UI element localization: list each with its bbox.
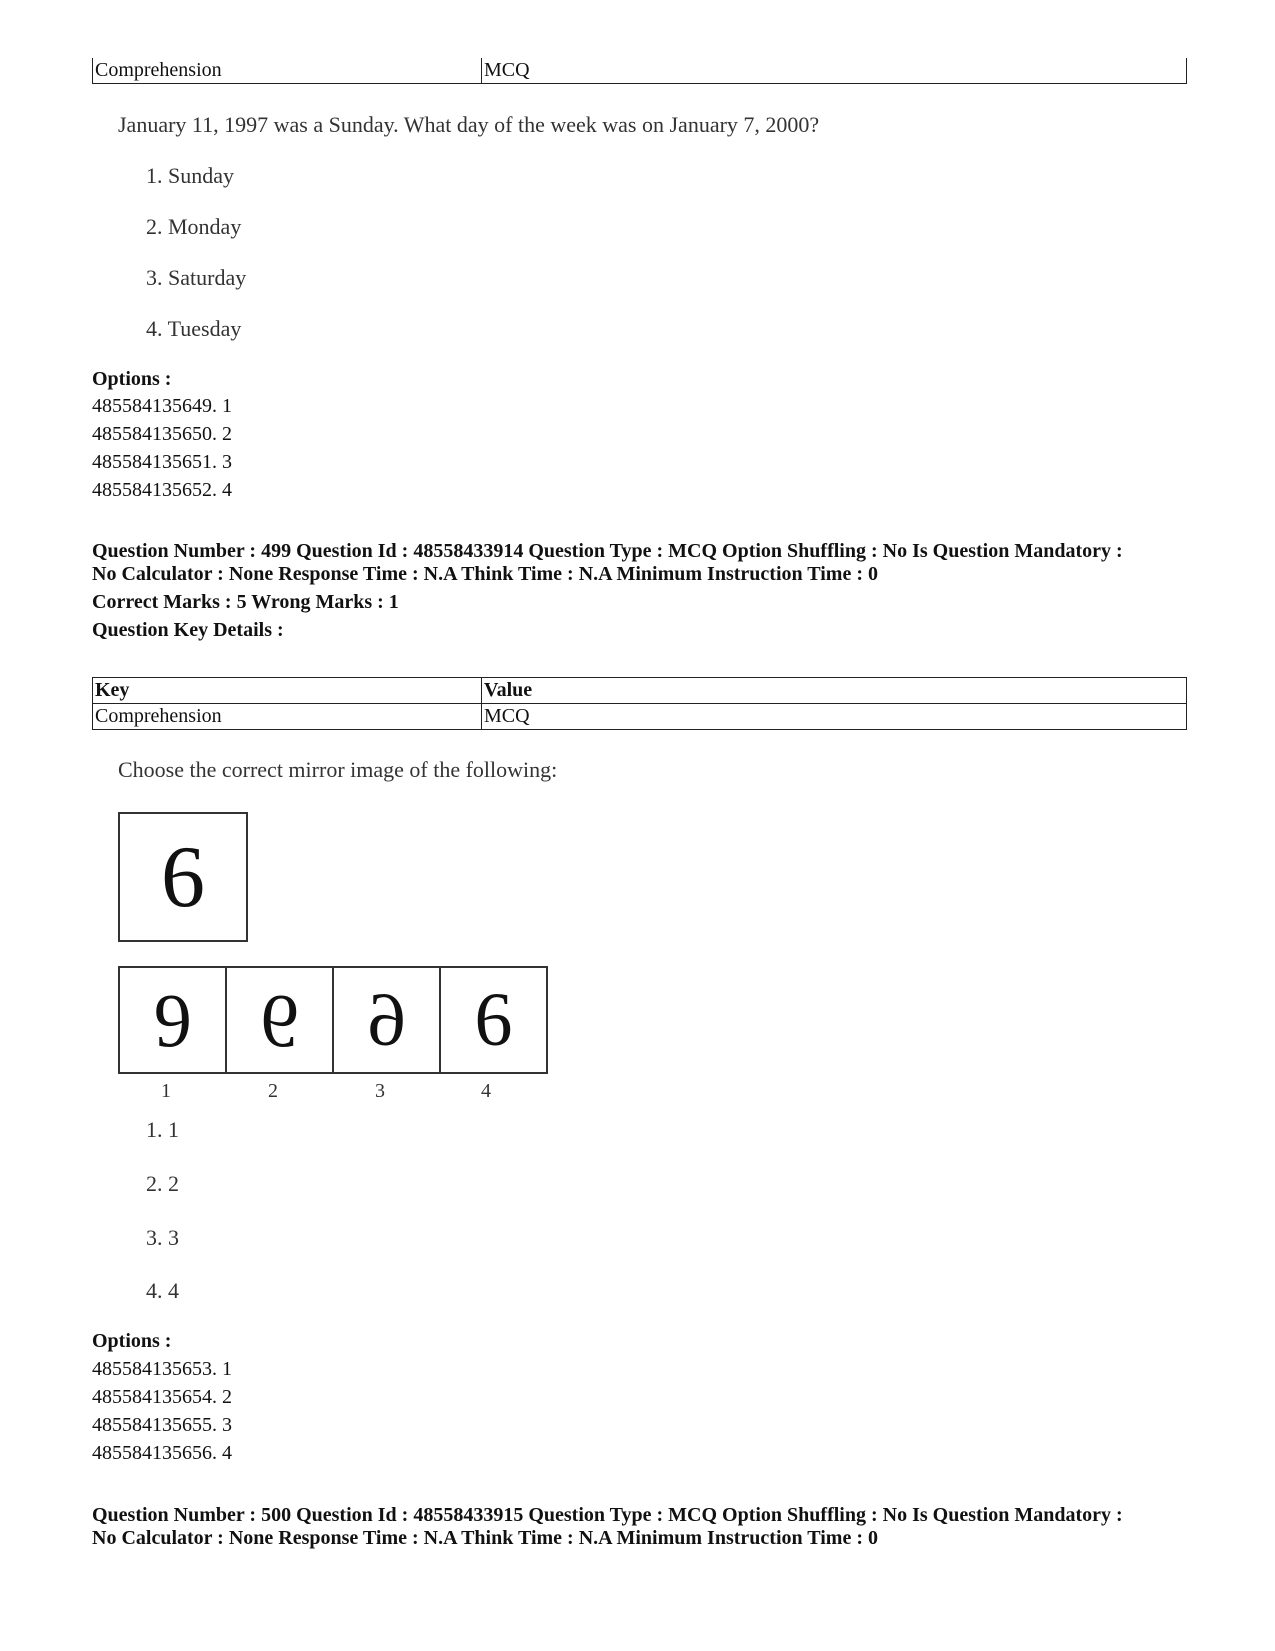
question-text: Choose the correct mirror image of the following: bbox=[118, 757, 558, 782]
option-id: 485584135653. 1 bbox=[92, 1358, 232, 1380]
value-cell: MCQ bbox=[482, 58, 1187, 84]
question-figure bbox=[118, 812, 248, 942]
answer-figure-3 bbox=[334, 968, 441, 1072]
choice-item: 3. Saturday bbox=[146, 265, 247, 290]
question-header: No Calculator : None Response Time : N.A Think Time : N.A Minimum Instruction Time : 0 bbox=[92, 1527, 878, 1549]
answer-glyph: 6 bbox=[367, 977, 406, 1062]
question-key-table-continued bbox=[92, 58, 1187, 84]
question-header: Question Number : 500 Question Id : 48558433915 Question Type : MCQ Option Shuffling : No Is Question Mandatory : bbox=[92, 1504, 1123, 1526]
choice-item: 3. 3 bbox=[146, 1225, 179, 1250]
table-row bbox=[93, 58, 1187, 84]
choice-item: 1. 1 bbox=[146, 1117, 179, 1142]
choice-item: 2. Monday bbox=[146, 214, 242, 239]
answer-figure-row bbox=[118, 966, 548, 1074]
answer-glyph: 6 bbox=[474, 977, 513, 1062]
question-key-table bbox=[92, 677, 1187, 730]
key-cell: Comprehension bbox=[93, 704, 482, 730]
figure-number: 4 bbox=[481, 1080, 491, 1102]
option-id: 485584135654. 2 bbox=[92, 1386, 232, 1408]
option-id: 485584135651. 3 bbox=[92, 451, 232, 473]
key-cell: Comprehension bbox=[93, 58, 482, 84]
question-text: January 11, 1997 was a Sunday. What day of the week was on January 7, 2000? bbox=[118, 112, 820, 137]
choice-item: 2. 2 bbox=[146, 1171, 179, 1196]
value-cell: MCQ bbox=[482, 704, 1187, 730]
figure-number: 1 bbox=[161, 1080, 171, 1102]
key-header: Key bbox=[93, 678, 482, 704]
answer-figure-1 bbox=[120, 968, 227, 1072]
question-header: Question Number : 499 Question Id : 48558433914 Question Type : MCQ Option Shuffling : No Is Question Mandatory : bbox=[92, 540, 1123, 562]
table-row bbox=[93, 704, 1187, 730]
choice-item: 4. Tuesday bbox=[146, 316, 242, 341]
answer-figure-2 bbox=[227, 968, 334, 1072]
option-id: 485584135656. 4 bbox=[92, 1442, 232, 1464]
option-id: 485584135649. 1 bbox=[92, 395, 232, 417]
option-id: 485584135652. 4 bbox=[92, 479, 232, 501]
table-header-row bbox=[93, 678, 1187, 704]
question-header: No Calculator : None Response Time : N.A Think Time : N.A Minimum Instruction Time : 0 bbox=[92, 563, 878, 585]
answer-glyph: 6 bbox=[153, 978, 192, 1063]
options-label: Options : bbox=[92, 368, 172, 390]
choice-item: 1. Sunday bbox=[146, 163, 234, 188]
option-id: 485584135650. 2 bbox=[92, 423, 232, 445]
value-header: Value bbox=[482, 678, 1187, 704]
figure-number: 2 bbox=[268, 1080, 278, 1102]
answer-glyph: 6 bbox=[260, 978, 299, 1063]
figure-number: 3 bbox=[375, 1080, 385, 1102]
question-glyph: 6 bbox=[161, 828, 205, 926]
answer-figure-4 bbox=[441, 968, 546, 1072]
key-details-label: Question Key Details : bbox=[92, 619, 284, 641]
choice-item: 4. 4 bbox=[146, 1278, 179, 1303]
options-label: Options : bbox=[92, 1330, 172, 1352]
option-id: 485584135655. 3 bbox=[92, 1414, 232, 1436]
marks-line: Correct Marks : 5 Wrong Marks : 1 bbox=[92, 591, 399, 613]
